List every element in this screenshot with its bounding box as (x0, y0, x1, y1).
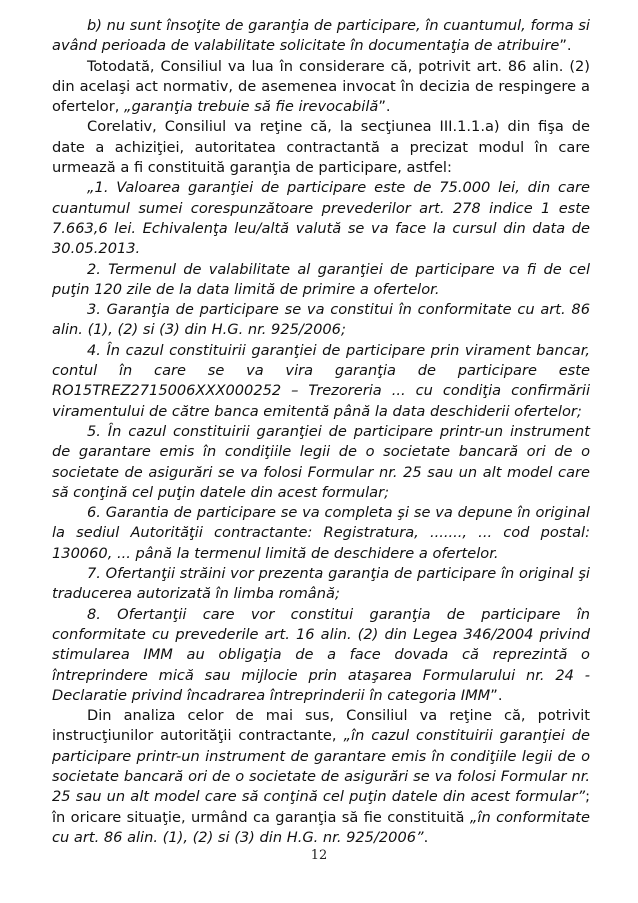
paragraph-din-analiza (52, 706, 590, 848)
closing-quote: ”. (378, 98, 391, 116)
paragraph-text: ; în oricare situaţie, urmând ca garanţia să fie constituită (52, 788, 590, 826)
paragraph-text: Din analiza celor de mai sus, Consiliul va reţine că, potrivit instrucţiunilor autorităţii contractante, (52, 707, 590, 745)
list-item-6: 6. Garantia de participare se va completa şi se va depune în original la sediul Autorităţii contractante: Registratura, ......., ... cod postal: 130060, ... până la termenul limită de deschidere a ofertelor. (52, 504, 590, 562)
paragraph-totodata (52, 57, 590, 118)
list-item-8-text: 8. Ofertanţii care vor constitui garanţia de participare în conformitate cu prevederile art. 16 alin. (2) din Legea 346/2004 privind stimularea IMM au obligaţia de a face dovada că reprezintă o întreprindere mică sau mijlocie prin ataşarea Formularului nr. 24 - Declaratie privind încadrarea întreprinderii în categoria IMM (52, 605, 590, 704)
page-number: 12 (310, 848, 328, 863)
paragraph-text: Totodată, Consiliul va lua în considerare că, potrivit art. 86 alin. (2) din acelaşi act normativ, de asemenea invocat în decizia de respingere a ofertelor, (52, 57, 590, 116)
quoted-instructions: „în cazul constituirii garanţiei de participare printr-un instrument de garantare emis în condiţiile legii de o societate bancară ori de o societate de asigurări se va folosi Formular nr. 25 sau un alt model care să conţină cel puţin datele din acest formular” (52, 727, 590, 806)
page-body (52, 16, 590, 848)
list-item-3: 3. Garanţia de participare se va constitui în conformitate cu art. 86 alin. (1), (2) si (3) din H.G. nr. 925/2006; (52, 301, 590, 339)
list-item-8 (52, 605, 590, 706)
quoted-hg-reference: „în conformitate cu art. 86 alin. (1), (2) si (3) din H.G. nr. 925/2006” (52, 808, 590, 846)
list-item-4: 4. În cazul constituirii garanţiei de participare prin virament bancar, contul în care se va vira garanţia de participare este RO15TREZ2715006XXX000252 – Trezoreria ... cu condiţia confirmării viramentului de către banca emitentă până la data deschiderii ofertelor; (52, 341, 590, 420)
list-item-5: 5. În cazul constituirii garanţiei de participare printr-un instrument de garantare emis în condiţiile legii de o societate bancară ori de o societate de asigurări se va folosi Formular nr. 25 sau un alt model care să conţină cel puţin datele din acest formular; (52, 422, 590, 501)
closing-quote: ”. (490, 686, 503, 704)
closing-period: . (423, 828, 429, 846)
paragraph-condition-b (52, 16, 590, 57)
closing-quote: ”. (559, 37, 572, 55)
quoted-irevocabila: „garanţia trebuie să fie irevocabilă (124, 98, 379, 116)
list-item-7: 7. Ofertanţii străini vor prezenta garanţia de participare în original şi traducerea autorizată în limba română; (52, 565, 590, 603)
paragraph-corelativ: Corelativ, Consiliul va reţine că, la secţiunea III.1.1.a) din fişa de date a achiziţiei, autoritatea contractantă a precizat modul în care urmează a fi constituită garanţia de participare, astfel: (52, 118, 590, 177)
list-item-1: „1. Valoarea garanţiei de participare este de 75.000 lei, din care cuantumul sumei corespunzătoare prevederilor art. 278 indice 1 este 7.663,6 lei. Echivalenţa leu/altă valută se va face la cursul din data de 30.05.2013. (52, 179, 590, 258)
quoted-condition-b: b) nu sunt însoţite de garanţia de participare, în cuantumul, forma si având perioada de valabilitate solicitate în documentaţia de atribuire (52, 17, 590, 55)
list-item-2: 2. Termenul de valabilitate al garanţiei de participare va fi de cel puţin 120 zile de la data limită de primire a ofertelor. (52, 260, 590, 298)
